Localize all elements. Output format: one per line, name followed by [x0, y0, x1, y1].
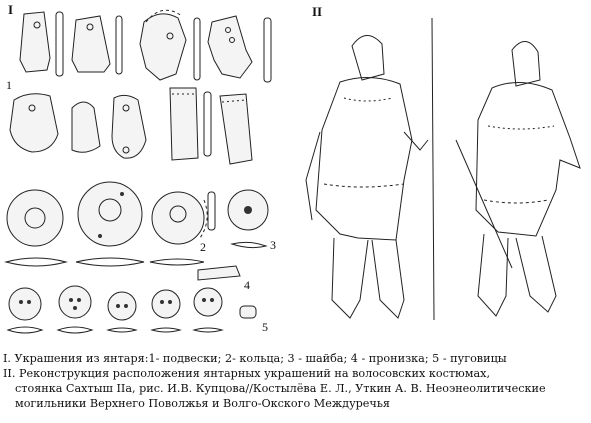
bead — [198, 266, 240, 280]
caption-line-1: I. Украшения из янтаря:1- подвески; 2- кольца; 3 - шайба; 4 - пронизка; 5 - пуговицы — [3, 352, 507, 365]
button-5 — [194, 288, 222, 316]
pendant-8 — [170, 88, 198, 160]
ring-2 — [78, 182, 142, 246]
button-1 — [9, 288, 41, 320]
ring-1 — [7, 190, 63, 246]
item-number-1: 1 — [6, 78, 12, 92]
right-figure-spear — [456, 140, 512, 268]
panel-label-1: I — [8, 2, 14, 17]
caption-line-3: стоянка Сахтыш IIа, рис. И.В. Купцова//Костылёва Е. Л., Уткин А. В. Неоэнеолитические — [15, 382, 546, 395]
left-figure-spear — [432, 18, 434, 320]
caption-line-2: II. Реконструкция расположения янтарных украшений на волосовских костюмах, — [3, 367, 491, 380]
figure-caption — [3, 351, 589, 411]
item-number-5: 5 — [262, 320, 268, 334]
item-number-4: 4 — [244, 278, 250, 292]
item-number-3: 3 — [270, 238, 276, 252]
item-number-2: 2 — [200, 240, 206, 254]
right-figure-tunic — [476, 82, 580, 236]
button-6 — [240, 306, 256, 318]
pendant-6 — [72, 102, 100, 152]
button-2 — [59, 286, 91, 318]
pendant-1 — [20, 12, 50, 72]
caption-line-4: могильники Верхнего Поволжья и Волго-Окского Междуречья — [15, 397, 390, 410]
pendant-5 — [10, 94, 58, 152]
pendant-9 — [220, 94, 252, 164]
ring-3 — [152, 192, 204, 244]
pendant-4 — [208, 16, 252, 78]
button-4 — [152, 290, 180, 318]
button-3 — [108, 292, 136, 320]
panel-label-2: II — [312, 4, 323, 19]
pendant-3 — [140, 14, 186, 80]
left-figure-tunic — [316, 77, 412, 240]
